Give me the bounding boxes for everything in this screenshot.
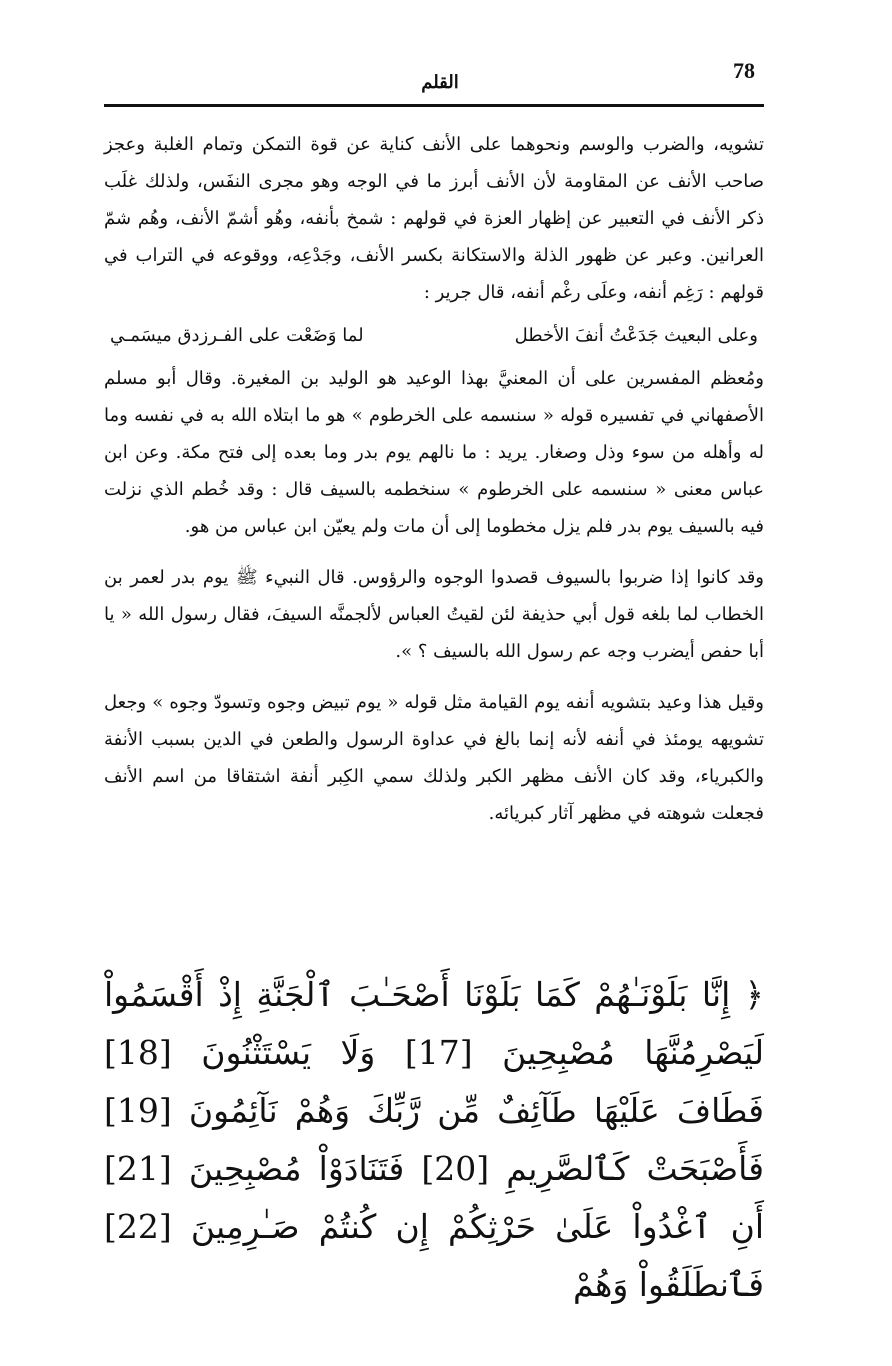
quran-text: ﴿ إِنَّا بَلَوْنَـٰهُمْ كَمَا بَلَوْنَا أَصْحَـٰبَ ٱلْجَنَّةِ إِذْ أَقْسَمُواْ لَيَصْرِمُنَّهَا مُصْبِحِينَ [17] وَلَا يَسْتَثْنُونَ [18] فَطَافَ عَلَيْهَا طَآئِفٌ مِّن رَّبِّكَ وَهُمْ نَآئِمُونَ [19] فَأَصْبَحَتْ كَٱلصَّرِيمِ [20] فَتَنَادَوْاْ مُصْبِحِينَ [21] أَنِ ٱغْدُواْ عَلَىٰ حَرْثِكُمْ إِن كُنتُمْ صَـٰرِمِينَ [22] فَٱنطَلَقُواْ وَهُمْ <box>104 975 764 1304</box>
quran-verses <box>104 966 764 1314</box>
paragraph: وقيل هذا وعيد بتشويه أنفه يوم القيامة مثل قوله « يوم تبيض وجوه وتسودّ وجوه » وجعل تشويهه يومئذ في أنفه لأنه إنما بالغ في عداوة الرسول والطعن في الدين بسبب الأنفة والكبرياء، وقد كان الأنف مظهر الكبر ولذلك سمي الكِبر أنفة اشتقاقا من اسم الأنف فجعلت شوهته في مظهر آثار كبريائه. <box>104 692 764 824</box>
paragraph: ومُعظم المفسرين على أن المعنيَّ بهذا الوعيد هو الوليد بن المغيرة. وقال أبو مسلم الأصفهاني في تفسيره قوله « سنسمه على الخرطوم » هو ما ابتلاه الله به في نفسه وما له وأهله من سوء وذل وصغار. يريد : ما نالهم يوم بدر وما بعده إلى فتح مكة. وعن ابن عباس معنى « سنسمه على الخرطوم » سنخطمه بالسيف قال : وقد خُطم الذي نزلت فيه بالسيف يوم بدر فلم يزل مخطوما إلى أن مات ولم يعيّن ابن عباس من هو. <box>104 368 764 537</box>
paragraph: تشويه، والضرب والوسم ونحوهما على الأنف كناية عن قوة التمكن وتمام الغلبة وعجز صاحب الأنف عن المقاومة لأن الأنف أبرز ما في الوجه وهو مجرى النفَس، ولذلك غلَب ذكر الأنف في التعبير عن إظهار العزة في قولهم : شمخ بأنفه، وهُو أشمّ الأنف، وهُم شمّ العرانين. وعبر عن ظهور الذلة والاستكانة بكسر الأنف، وجَدْعِه، ووقوعه في التراب في قولهم : رَغِم أنفه، وعلَى رغْم أنفه، قال جرير : <box>104 134 764 303</box>
header-rule <box>104 104 764 107</box>
poetry-verse <box>104 317 764 354</box>
paragraph: وقد كانوا إذا ضربوا بالسيوف قصدوا الوجوه والرؤوس. قال النبيء ﷺ يوم بدر لعمر بن الخطاب لما بلغه قول أبي حذيفة لئن لقيتُ العباس لألجمنَّه السيفَ، فقال رسول الله « يا أبا حفص أيضرب وجه عم رسول الله بالسيف ؟ ». <box>104 567 764 662</box>
verse-second-hemistich: وعلى البعيث جَدَعْتُ أنفَ الأخطل <box>514 325 758 346</box>
page-number: 78 <box>733 58 755 83</box>
running-title: القلم <box>421 72 459 93</box>
commentary-body <box>104 126 764 832</box>
verse-first-hemistich: لما وَضَعْت على الفـرزدق ميسَمـي <box>110 325 364 346</box>
